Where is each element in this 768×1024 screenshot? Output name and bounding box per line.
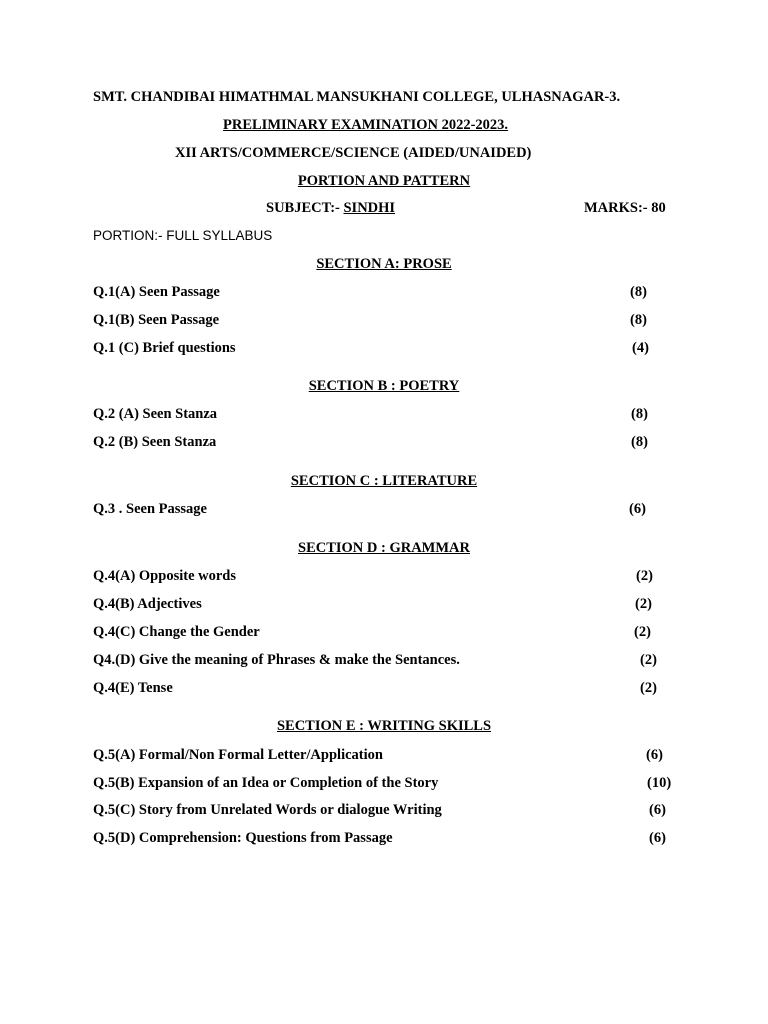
marks-q2a: (8)	[631, 406, 648, 422]
exam-title: PRELIMINARY EXAMINATION 2022-2023.	[223, 117, 509, 133]
question-q1b: Q.1(B) Seen Passage	[93, 312, 220, 328]
question-q5a: Q.5(A) Formal/Non Formal Letter/Application	[93, 747, 383, 763]
section-c-title: SECTION C : LITERATURE	[290, 473, 478, 489]
marks-value: 80	[651, 200, 666, 216]
question-q4c: Q.4(C) Change the Gender	[93, 624, 260, 640]
subject-label: SUBJECT:-	[266, 200, 340, 216]
question-q2a: Q.2 (A) Seen Stanza	[93, 406, 218, 422]
subject-line	[266, 201, 395, 216]
question-q4e: Q.4(E) Tense	[93, 680, 173, 696]
question-q4d: Q4.(D) Give the meaning of Phrases & make the Sentances.	[93, 652, 460, 668]
question-q4b: Q.4(B) Adjectives	[93, 596, 202, 612]
marks-q5a: (6)	[646, 747, 663, 763]
portion-line: PORTION:- FULL SYLLABUS	[93, 228, 273, 243]
marks-q4d: (2)	[640, 652, 657, 668]
marks-q4c: (2)	[634, 624, 651, 640]
college-name: SMT. CHANDIBAI HIMATHMAL MANSUKHANI COLLEGE, ULHASNAGAR-3.	[93, 89, 621, 105]
marks-q5b: (10)	[647, 775, 672, 791]
question-q5d: Q.5(D) Comprehension: Questions from Passage	[93, 830, 393, 846]
marks-q1a: (8)	[630, 284, 647, 300]
question-q1a: Q.1(A) Seen Passage	[93, 284, 220, 300]
class-line: XII ARTS/COMMERCE/SCIENCE (AIDED/UNAIDED)	[175, 145, 532, 161]
marks-q5d: (6)	[649, 830, 666, 846]
question-q5b: Q.5(B) Expansion of an Idea or Completion of the Story	[93, 775, 439, 791]
question-q4a: Q.4(A) Opposite words	[93, 568, 236, 584]
question-q1c: Q.1 (C) Brief questions	[93, 340, 236, 356]
marks-q4b: (2)	[635, 596, 652, 612]
marks-q5c: (6)	[649, 802, 666, 818]
marks-q3: (6)	[629, 501, 646, 517]
section-b-title: SECTION B : POETRY	[308, 378, 460, 394]
section-d-title: SECTION D : GRAMMAR	[298, 540, 470, 556]
question-q5c: Q.5(C) Story from Unrelated Words or dialogue Writing	[93, 802, 442, 818]
section-a-title: SECTION A: PROSE	[316, 256, 452, 272]
marks-q4e: (2)	[640, 680, 657, 696]
section-e-title: SECTION E : WRITING SKILLS	[276, 718, 492, 734]
portion-pattern-heading: PORTION AND PATTERN	[297, 173, 471, 189]
question-q2b: Q.2 (B) Seen Stanza	[93, 434, 217, 450]
marks-q1b: (8)	[630, 312, 647, 328]
marks-q2b: (8)	[631, 434, 648, 450]
question-q3: Q.3 . Seen Passage	[93, 501, 207, 517]
marks-q4a: (2)	[636, 568, 653, 584]
marks-line	[584, 201, 666, 216]
marks-q1c: (4)	[632, 340, 649, 356]
subject-value: SINDHI	[343, 200, 396, 216]
marks-label: MARKS:-	[584, 200, 648, 216]
